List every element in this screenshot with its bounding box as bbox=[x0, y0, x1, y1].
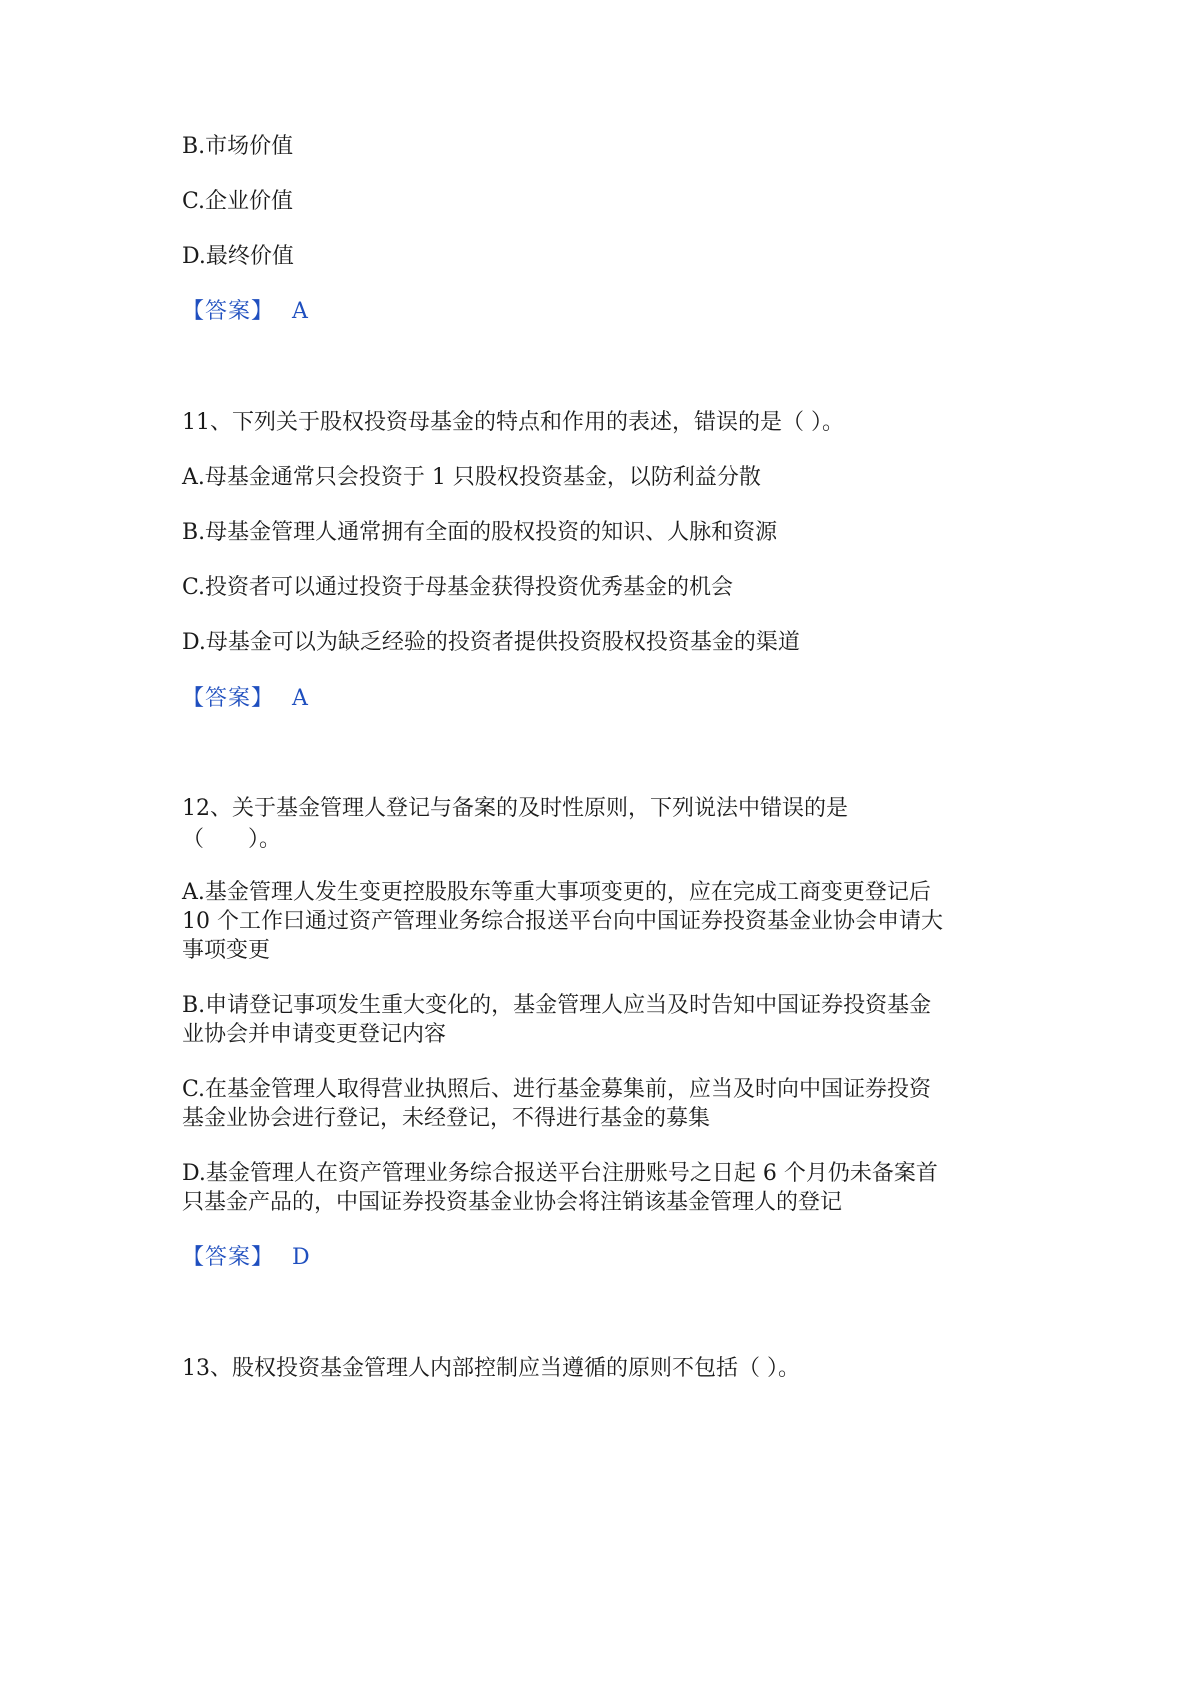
q11-option-c: C.投资者可以通过投资于母基金获得投资优秀基金的机会 bbox=[182, 575, 734, 600]
q12-option-a-line-3: 事项变更 bbox=[182, 938, 271, 963]
q10-option-d: D.最终价值 bbox=[182, 244, 294, 269]
q12-option-d-line-1: D.基金管理人在资产管理业务综合报送平台注册账号之日起 6 个月仍未备案首 bbox=[182, 1161, 938, 1186]
answer-label: 【答案】 bbox=[182, 299, 275, 324]
q13-question: 13、股权投资基金管理人内部控制应当遵循的原则不包括（ ）。 bbox=[182, 1356, 800, 1381]
q12-question-line-2: （ ）。 bbox=[182, 827, 282, 852]
q12-option-b-line-1: B.申请登记事项发生重大变化的，基金管理人应当及时告知中国证券投资基金 bbox=[182, 993, 932, 1018]
q12-option-a-line-1: A.基金管理人发生变更控股股东等重大事项变更的，应在完成工商变更登记后 bbox=[182, 880, 931, 905]
q11-question: 11、下列关于股权投资母基金的特点和作用的表述，错误的是（ ）。 bbox=[182, 410, 844, 435]
q12-option-c-line-2: 基金业协会进行登记，未经登记，不得进行基金的募集 bbox=[182, 1106, 711, 1131]
answer-value: D bbox=[292, 1245, 310, 1270]
q12-option-b-line-2: 业协会并申请变更登记内容 bbox=[182, 1022, 447, 1047]
q12-option-d-line-2: 只基金产品的，中国证券投资基金业协会将注销该基金管理人的登记 bbox=[182, 1190, 843, 1215]
q12-answer bbox=[182, 1242, 1022, 1273]
answer-value: A bbox=[292, 686, 308, 711]
q12-option-a-line-2: 10 个工作曰通过资产管理业务综合报送平台向中国证券投资基金业协会申请大 bbox=[182, 909, 943, 934]
answer-label: 【答案】 bbox=[182, 686, 275, 711]
q11-option-a: A.母基金通常只会投资于 1 只股权投资基金，以防利益分散 bbox=[182, 465, 761, 490]
q10-answer bbox=[182, 296, 1022, 327]
q11-option-b: B.母基金管理人通常拥有全面的股权投资的知识、人脉和资源 bbox=[182, 520, 778, 545]
q10-option-b: B.市场价值 bbox=[182, 134, 294, 159]
q12-question-line-1: 12、关于基金管理人登记与备案的及时性原则，下列说法中错误的是 bbox=[182, 796, 848, 821]
q11-option-d: D.母基金可以为缺乏经验的投资者提供投资股权投资基金的渠道 bbox=[182, 630, 800, 655]
q11-answer bbox=[182, 683, 1022, 714]
answer-label: 【答案】 bbox=[182, 1245, 275, 1270]
answer-value: A bbox=[292, 299, 308, 324]
q12-option-c-line-1: C.在基金管理人取得营业执照后、进行基金募集前，应当及时向中国证券投资 bbox=[182, 1077, 932, 1102]
q10-option-c: C.企业价值 bbox=[182, 189, 294, 214]
